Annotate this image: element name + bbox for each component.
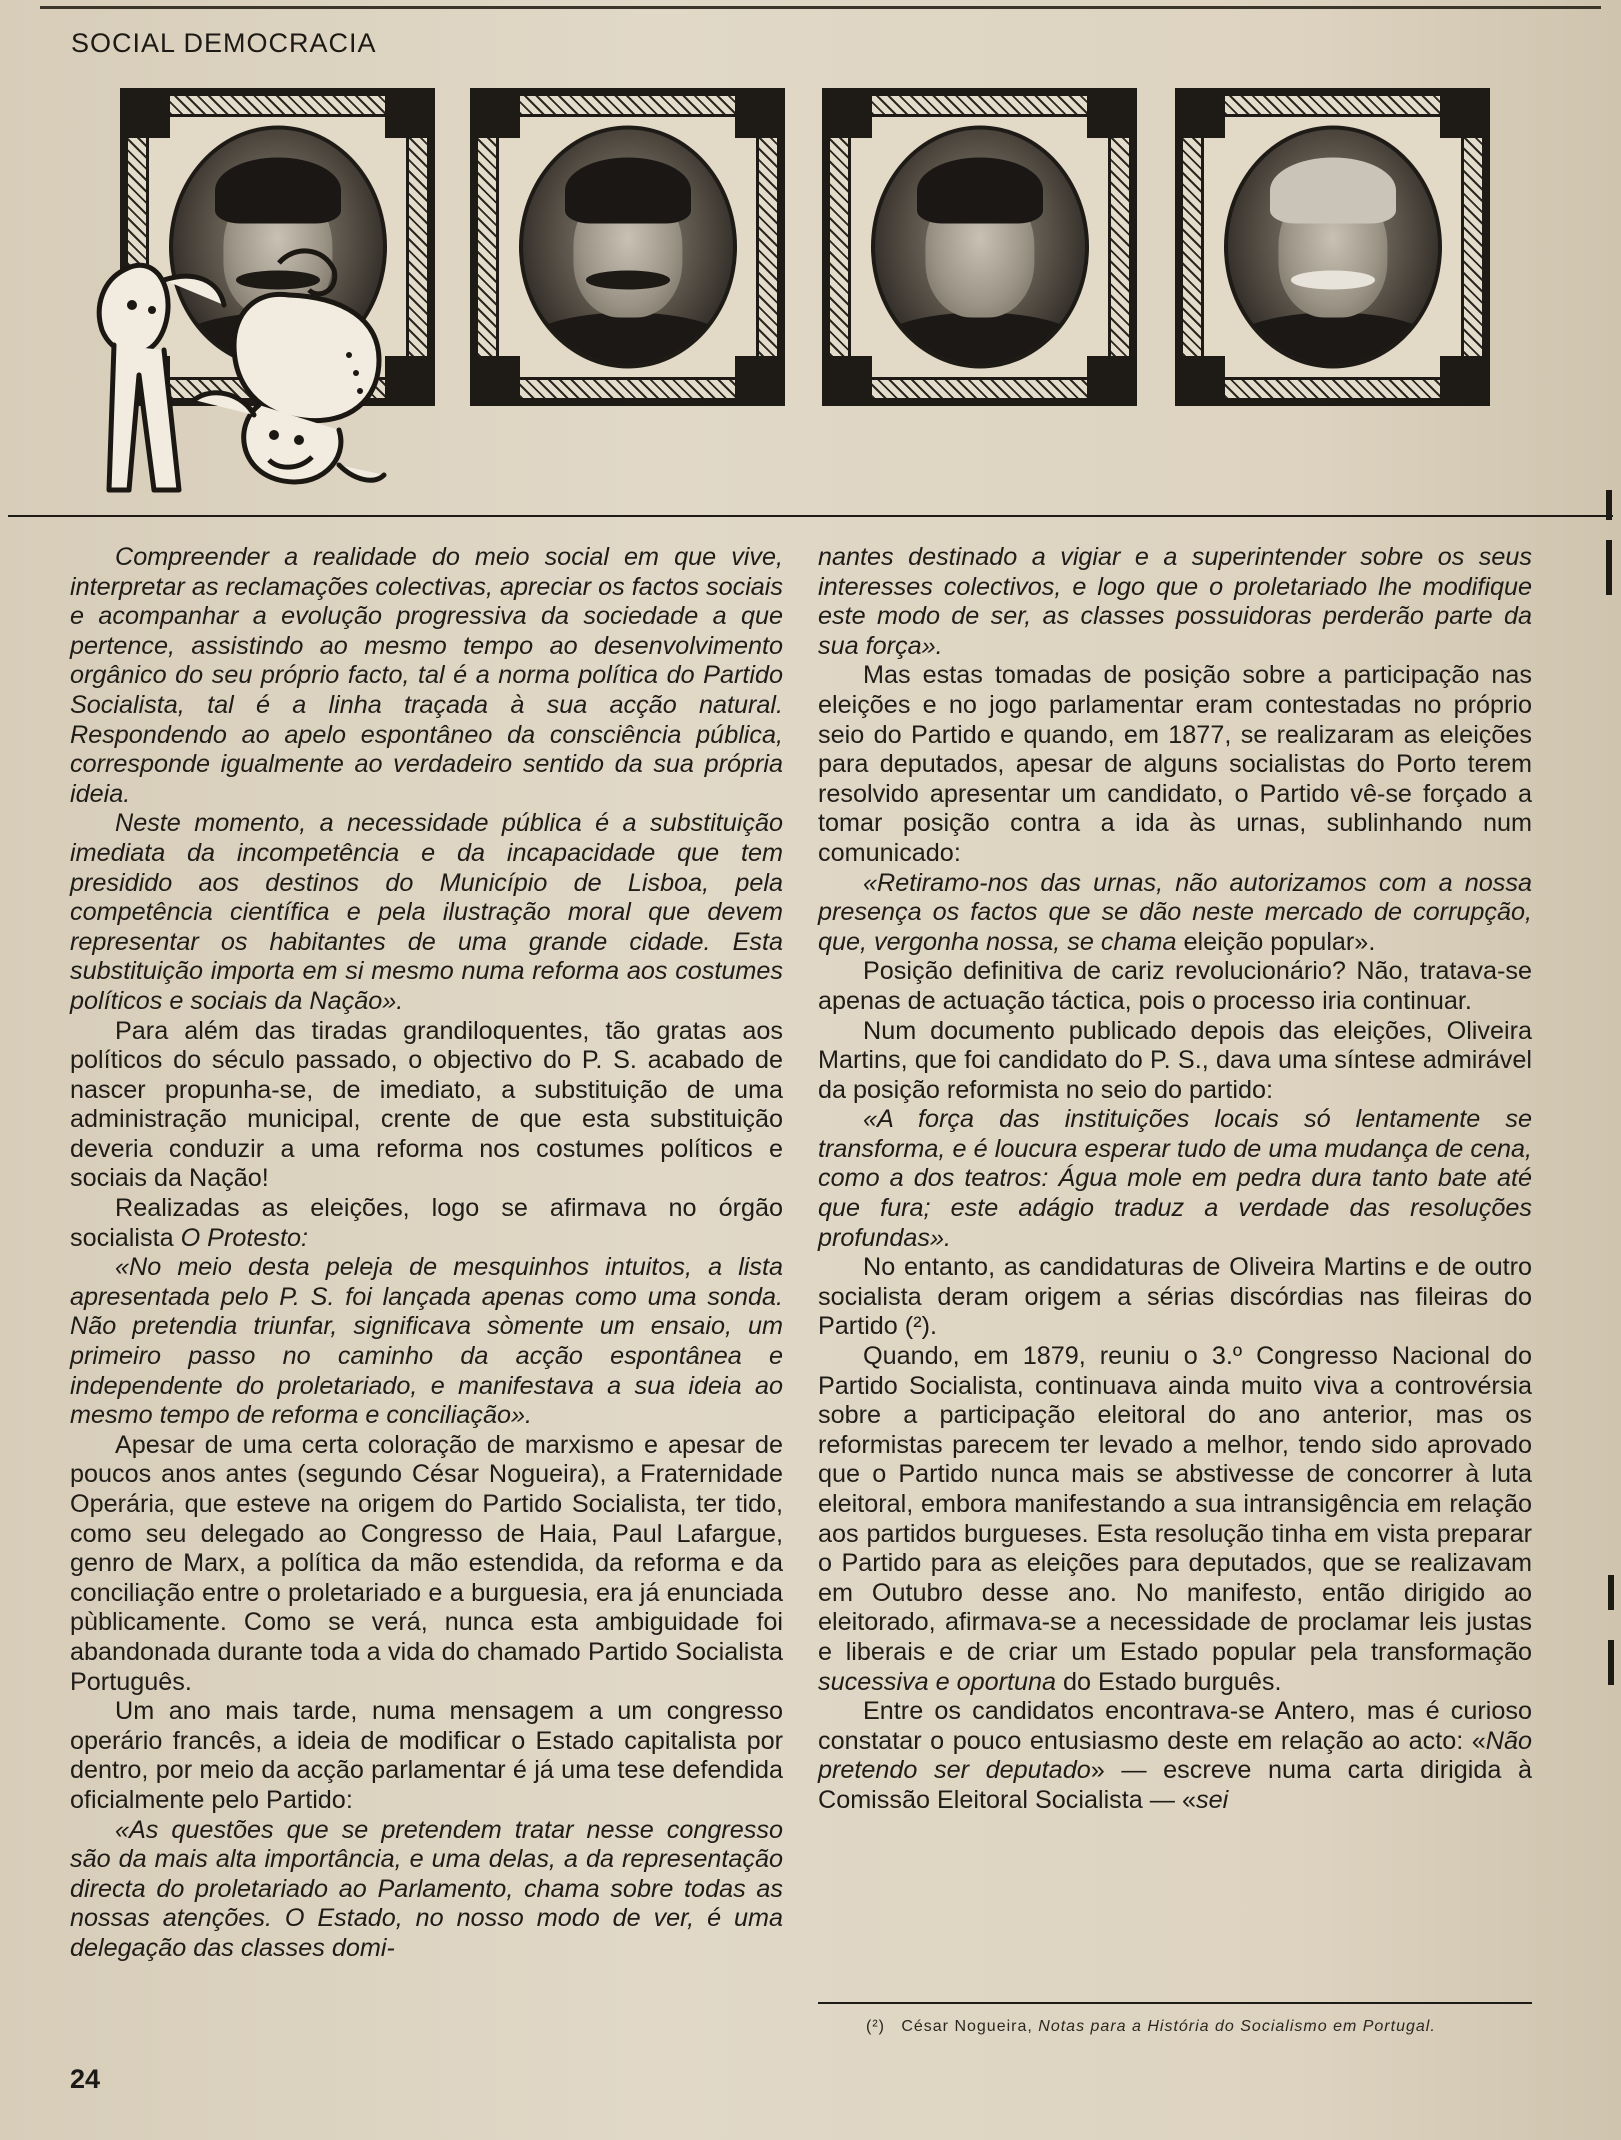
portrait-2: [519, 126, 737, 369]
quote-paragraph: [70, 809, 783, 1016]
paragraph-text: No entanto, as candidaturas de Oliveira Martins e de outro socialista deram origem a sérias discórdias nas fileiras do Partido (²).: [818, 1253, 1532, 1341]
portrait-mustache: [586, 271, 670, 290]
paragraph-text: » — escreve numa carta dirigida à Comissão Eleitoral Socialista — «: [818, 1756, 1533, 1814]
paragraph-text: Entre os candidatos encontrava-se Antero, mas é curioso constatar o pouco entusiasmo deste em relação ao acto: «: [818, 1697, 1532, 1755]
portrait-body: [1228, 313, 1438, 369]
frame-corner: [1440, 356, 1486, 402]
paragraph-text: Apesar de uma certa coloração de marxismo e apesar de poucos anos antes (segundo César Nogueira), a Fraternidade Operária, que esteve na origem do Partido Socialista, ter tido, como seu delegado ao Congresso de Haia, Paul Lafargue, genro de Marx, a política da mão estendida, da reforma e da conciliação entre o proletariado e a burguesia, era já enunciada pùblicamente. Como se verá, nunca esta ambiguidade foi abandonada durante toda a vida do chamado Partido Socialista Português.: [70, 1430, 783, 1696]
paragraph-text: Compreender a realidade do meio social em que vive, interpretar as reclamações colectivas, apreciar os factos sociais e acompanhar a evolução progressiva da sociedade a que pertence, assistindo ao mesmo tempo ao desenvolvimento orgânico do seu próprio facto, tal é a norma política do Partido Socialista, tal é a linha traçada à sua acção natural. Respondendo ao apelo espontâneo da consciência pública, corresponde igualmente ao verdadeiro sentido da sua própria ideia.: [70, 543, 783, 808]
frame-corner: [1087, 92, 1133, 138]
quote-paragraph: [818, 1105, 1532, 1253]
frame-corner: [826, 356, 872, 402]
paragraph-text: Num documento publicado depois das eleições, Oliveira Martins, que foi candidato do P. S., dava uma síntese admirável da posição reformista no seio do partido:: [818, 1016, 1532, 1104]
footnote-rule: [818, 2002, 1532, 2004]
portrait-hair: [917, 158, 1043, 224]
portrait-hair: [565, 158, 691, 224]
body-paragraph: [818, 1017, 1532, 1106]
paragraph-text: «No meio desta peleja de mesquinhos intuitos, a lista apresentada pelo P. S. foi lançada apenas como uma sonda. Não pretendia triunfar, significava sòmente um ensaio, um primeiro passo no caminho da acção espontânea e independente do proletariado, e manifestava a sua ideia ao mesmo tempo de reforma e conciliação».: [70, 1253, 783, 1430]
paragraph-text: «As questões que se pretendem tratar nesse congresso são da mais alta importância, e uma delas, a da representação directa do proletariado ao Parlamento, chama sobre todas as nossas atenções. O Estado, no nosso modo de ver, é uma delegação das classes domi-: [70, 1815, 783, 1962]
paragraph-text: Realizadas as eleições, logo se afirmava no órgão socialista: [70, 1194, 783, 1252]
quote-paragraph: [70, 1253, 783, 1431]
paragraph-text: do Estado burguês.: [1063, 1667, 1282, 1696]
cartoon-illustration: [84, 235, 484, 510]
portrait-hair: [1270, 158, 1396, 224]
frame-corner: [1440, 92, 1486, 138]
paragraph-text: «Retiramo-nos das urnas, não autorizamos com a nossa presença os factos que se dão neste mercado de corrupção, que, vergonha nossa, se chama: [818, 868, 1532, 956]
body-paragraph: [818, 1342, 1532, 1697]
page-number: 24: [70, 2064, 101, 2094]
portrait-body: [523, 313, 733, 369]
paragraph-text: Um ano mais tarde, numa mensagem a um congresso operário francês, a ideia de modificar o Estado capitalista por dentro, por meio da acção parlamentar é já uma tese defendida oficialmente pelo Partido:: [70, 1697, 783, 1814]
portrait-mustache: [1291, 271, 1375, 290]
emphasis-text: O Protesto:: [180, 1223, 308, 1252]
portrait-frame: [470, 88, 785, 406]
body-paragraph: [818, 661, 1532, 868]
body-paragraph: [818, 1253, 1532, 1342]
edge-mark: [1606, 490, 1612, 520]
emphasis-text: sei: [1195, 1785, 1229, 1814]
portrait-frame: [1175, 88, 1490, 406]
paragraph-text: Quando, em 1879, reuniu o 3.º Congresso Nacional do Partido Socialista, continuava ainda muito viva a controvérsia sobre a participação eleitoral do ano anterior, mas os reformistas parecem ter levado a melhor, tendo sido aprovado que o Partido nunca mais se abstivesse de concorrer à luta eleitoral, embora manifestando a sua intransigência em relação aos partidos burgueses. Esta resolução tinha em vista preparar o Partido para as eleições para deputados, que se realizavam em Outubro desse ano. No manifesto, então dirigido ao eleitorado, afirmava-se a necessidade de proclamar leis justas e liberais e de criar um Estado popular pela transformação: [818, 1342, 1532, 1666]
paragraph-text: eleição popular».: [1183, 927, 1376, 956]
frame-corner: [1087, 356, 1133, 402]
header-rule: [8, 515, 1613, 517]
frame-corner: [474, 92, 520, 138]
quote-paragraph: [818, 543, 1532, 661]
body-paragraph: [70, 1431, 783, 1697]
footnote-author: César Nogueira,: [901, 2018, 1033, 2035]
edge-mark: [1606, 540, 1612, 595]
paragraph-text: Posição definitiva de cariz revolucionário? Não, tratava-se apenas de actuação táctica, pois o processo iria continuar.: [818, 957, 1532, 1015]
portrait-frame: [822, 88, 1137, 406]
portrait-3: [871, 126, 1089, 369]
frame-corner: [735, 92, 781, 138]
paragraph-text: Mas estas tomadas de posição sobre a participação nas eleições e no jogo parlamentar eram contestadas no próprio seio do Partido e quando, em 1877, se realizaram as eleições para deputados, apesar de alguns socialistas do Porto terem resolvido apresentar um candidato, o Partido vê-se forçado a tomar posição contra a ida às urnas, sublinhando num comunicado:: [818, 661, 1532, 867]
emphasis-text: sucessiva e oportuna: [818, 1667, 1057, 1696]
footnote-marker: (²): [866, 2018, 885, 2035]
edge-mark: [1608, 1640, 1614, 1685]
body-paragraph: [818, 1697, 1532, 1815]
left-column: [70, 543, 783, 1964]
footnote-title: Notas para a História do Socialismo em Portugal.: [1038, 2018, 1436, 2035]
body-paragraph: [818, 957, 1532, 1016]
section-header: SOCIAL DEMOCRACIA: [71, 28, 377, 58]
right-column: [818, 543, 1532, 1816]
footnote: [866, 2018, 1532, 2036]
body-paragraph: [70, 1194, 783, 1253]
quote-paragraph: [70, 543, 783, 809]
quote-paragraph: [70, 1816, 783, 1964]
top-rule: [40, 6, 1601, 9]
portrait-4: [1224, 126, 1442, 369]
frame-corner: [1179, 92, 1225, 138]
edge-mark: [1608, 1575, 1614, 1610]
emphasis-text: Não pretendo ser deputado: [818, 1726, 1532, 1785]
paragraph-text: nantes destinado a vigiar e a superintender sobre os seus interesses colectivos, e logo que o proletariado lhe modifique este modo de ser, as classes possuidoras perderão parte da sua força».: [818, 543, 1532, 660]
frame-corner: [735, 356, 781, 402]
frame-corner: [385, 92, 431, 138]
frame-corner: [124, 92, 170, 138]
portrait-hair: [215, 158, 341, 224]
quote-paragraph: [818, 869, 1532, 958]
frame-corner: [1179, 356, 1225, 402]
frame-corner: [826, 92, 872, 138]
paragraph-text: Para além das tiradas grandiloquentes, tão gratas aos políticos do século passado, o objectivo do P. S. acabado de nascer propunha-se, de imediato, a substituição de uma administração municipal, crente de que esta substituição deveria conduzir a uma reforma nos costumes políticos e sociais da Nação!: [70, 1016, 783, 1193]
paragraph-text: «A força das instituições locais só lentamente se transforma, e é loucura esperar tudo de uma mudança de cena, como a dos teatros: Água mole em pedra dura tanto bate até que fura; este adágio traduz a verdade das resoluções profundas».: [818, 1105, 1532, 1252]
body-paragraph: [70, 1017, 783, 1195]
paragraph-text: Neste momento, a necessidade pública é a substituição imediata da incompetência e da incapacidade que tem presidido aos destinos do Município de Lisboa, pela competência científica e pela ilustração moral que devem representar os habitantes de uma grande cidade. Esta substituição importa em si mesmo numa reforma aos costumes políticos e sociais da Nação».: [70, 809, 783, 1015]
body-paragraph: [70, 1697, 783, 1815]
portrait-body: [875, 313, 1085, 369]
